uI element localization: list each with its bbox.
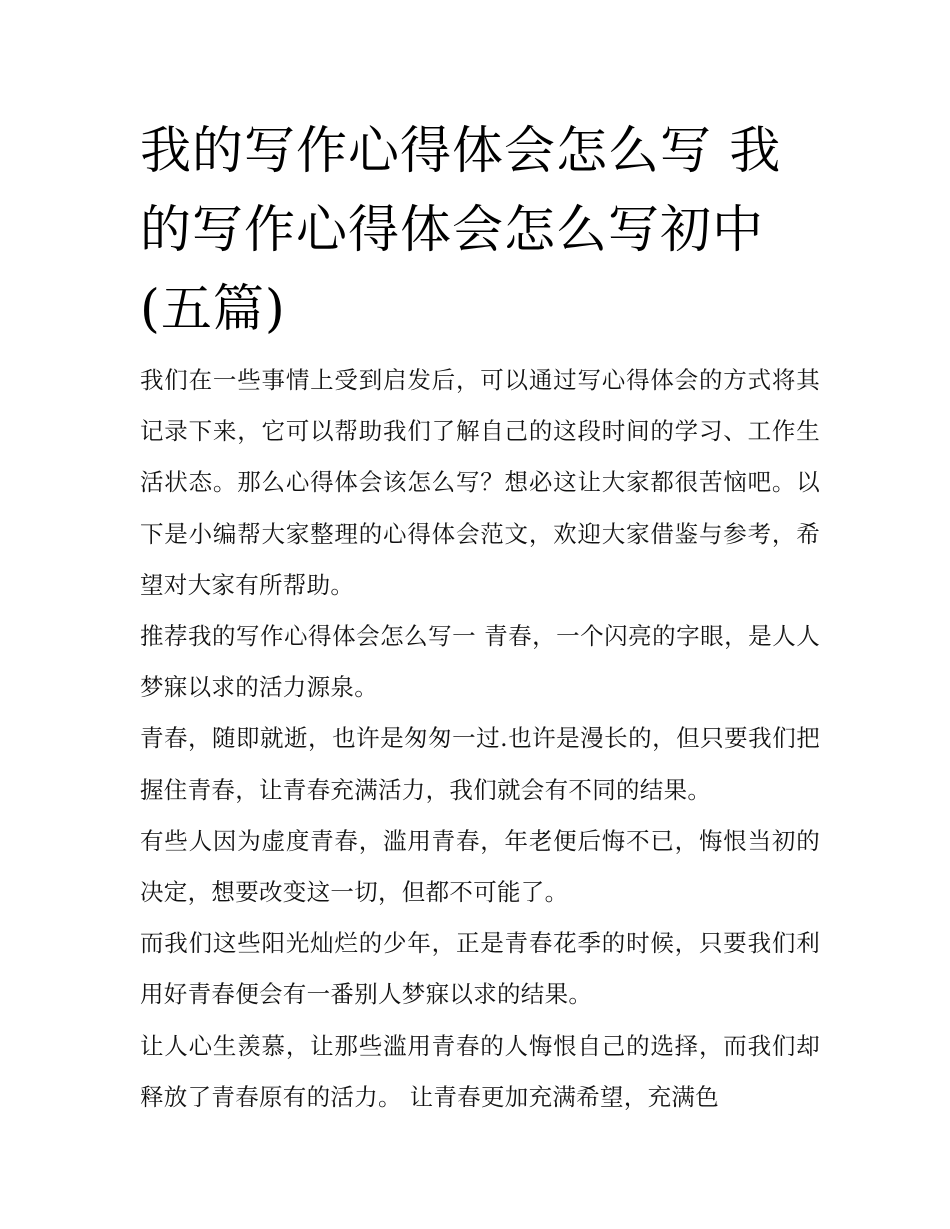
paragraph-sunny-youth: 而我们这些阳光灿烂的少年，正是青春花季的时候，只要我们利用好青春便会有一番别人梦寐以求的结果。 (140, 929, 820, 1009)
paragraph-intro: 我们在一些事情上受到启发后，可以通过写心得体会的方式将其记录下来，它可以帮助我们了解自己的这段时间的学习、工作生活状态。那么心得体会该怎么写？想必这让大家都很苦恼吧。以下是小编帮大家整理的心得体会范文，欢迎大家借鉴与参考，希望对大家有所帮助。 (140, 366, 820, 599)
document-title: 我的写作心得体会怎么写 我的写作心得体会怎么写初中(五篇) (140, 122, 782, 339)
document-content (140, 112, 820, 1123)
paragraph-envy: 让人心生羡慕，让那些滥用青春的人悔恨自己的选择，而我们却释放了青春原有的活力。 让青春更加充满希望，充满色 (140, 1031, 820, 1111)
paragraph-recommend: 推荐我的写作心得体会怎么写一 青春，一个闪亮的字眼，是人人梦寐以求的活力源泉。 (140, 622, 820, 702)
paragraph-regret: 有些人因为虚度青春，滥用青春，年老便后悔不已，悔恨当初的决定，想要改变这一切，但都不可能了。 (140, 826, 820, 907)
paragraph-youth-fleeting: 青春，随即就逝，也许是匆匆一过.也许是漫长的，但只要我们把握住青春，让青春充满活力，我们就会有不同的结果。 (140, 724, 820, 804)
document-body (140, 355, 820, 1123)
